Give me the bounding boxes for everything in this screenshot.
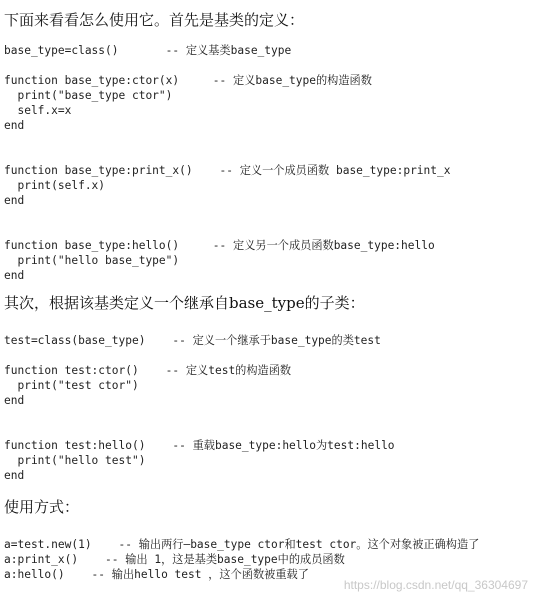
watermark-text: https://blog.csdn.net/qq_36304697 [343,578,528,592]
code-line [4,223,450,238]
code-block-base-type [4,43,450,283]
intro-text: 下面来看看怎么使用它。首先是基类的定义： [4,11,305,29]
code-line: end [4,269,25,282]
code-line: a:print_x() -- 输出 1，这是基类base_type中的成员函数 [4,553,345,566]
code-line: end [4,469,25,482]
code-line: function base_type:hello() -- 定义另一个成员函数base_type:hello [4,239,435,252]
code-line: print("hello test") [4,454,146,467]
code-line: function test:hello() -- 重载base_type:hello为test:hello [4,439,395,452]
code-block-usage [4,537,479,582]
code-line [4,148,450,163]
section-subclass-text: 其次，根据该基类定义一个继承自base_type的子类： [4,294,365,312]
code-block-test [4,333,395,483]
section-usage-text: 使用方式： [4,498,80,516]
code-line: print("base_type ctor") [4,89,173,102]
code-line [4,133,450,148]
code-line [4,348,395,363]
code-line: a=test.new(1) -- 输出两行—base_type ctor和test ctor。这个对象被正确构造了 [4,538,480,551]
code-line: print(self.x) [4,179,106,192]
code-line: end [4,394,25,407]
code-line: a:hello() -- 输出hello test ，这个函数被重载了 [4,568,309,581]
code-line: function base_type:print_x() -- 定义一个成员函数 base_type:print_x [4,164,451,177]
code-line: print("test ctor") [4,379,139,392]
code-line: test=class(base_type) -- 定义一个继承于base_type的类test [4,334,381,347]
code-line [4,408,395,423]
code-line: self.x=x [4,104,72,117]
code-line: function test:ctor() -- 定义test的构造函数 [4,364,292,377]
code-line [4,58,450,73]
code-line: end [4,194,25,207]
code-line [4,208,450,223]
code-line: base_type=class() -- 定义基类base_type [4,44,292,57]
code-line [4,423,395,438]
code-line: function base_type:ctor(x) -- 定义base_type的构造函数 [4,74,372,87]
code-line: print("hello base_type") [4,254,180,267]
code-line: end [4,119,25,132]
